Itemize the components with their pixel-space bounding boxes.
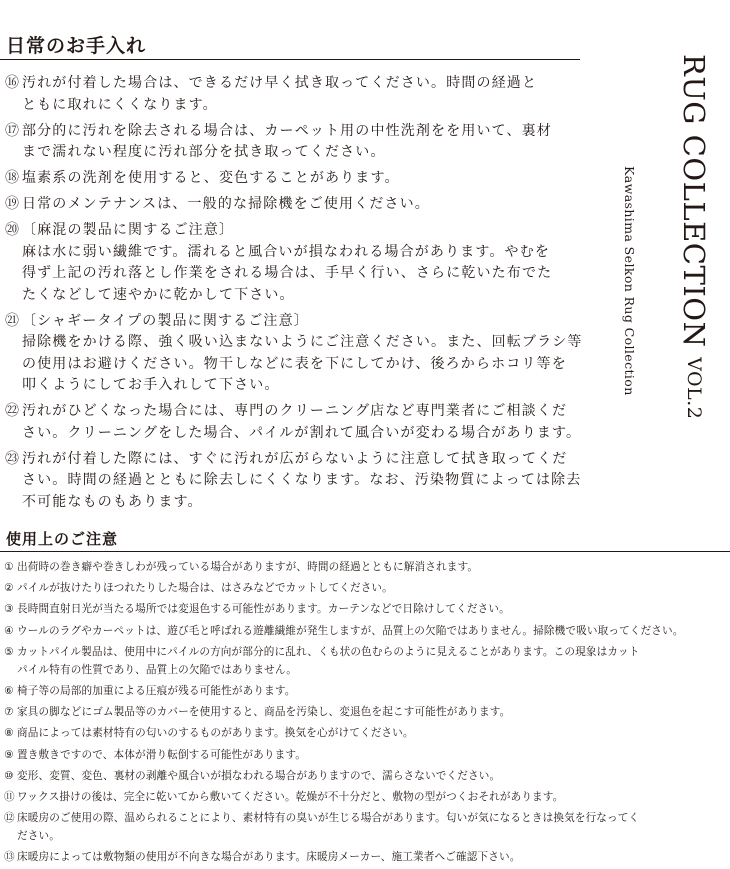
brand-block: [593, 54, 723, 524]
usage-item: [4, 788, 730, 806]
care-item-number: ㉓: [5, 450, 21, 467]
care-item-line: 不可能なものもあります。: [22, 493, 203, 510]
care-item-line: 部分的に汚れを除去される場合は、カーペット用の中性洗剤をを用いて、裏材: [22, 122, 552, 139]
care-item-number: ㉒: [5, 403, 21, 419]
care-heading-text: 日常のお手入れ: [6, 35, 147, 57]
care-item-number: ㉑: [5, 312, 21, 329]
usage-item: [4, 579, 730, 597]
care-item-number: ⑳: [5, 222, 21, 238]
care-item-line: たくなどして速やかに乾かして下さい。: [22, 286, 295, 303]
usage-item-line: 変形、変質、変色、裏材の剥離や風合いが損なわれる場合がありますので、濡らさないでください。: [17, 769, 501, 782]
care-item-line: まで濡れない程度に汚れ部分を拭き取ってください。: [22, 144, 386, 160]
care-item-line: ともに取れにくくなります。: [22, 96, 218, 113]
care-item-line: 叩くようにしてお手入れして下さい。: [22, 377, 280, 393]
care-item-line: さい。時間の経過とともに除去しにくくなります。なお、汚染物質によっては除去: [22, 472, 582, 488]
usage-item-number: ⑦: [4, 706, 14, 719]
care-item: [5, 121, 583, 164]
care-item-line: 汚れがひどくなった場合には、専門のクリーニング店など専門業者にご相談くだ: [22, 403, 568, 419]
care-item: [5, 73, 583, 116]
care-item-line: 汚れが付着した際には、すぐに汚れが広がらないように注意して拭き取ってくだ: [22, 450, 568, 467]
usage-item: [4, 848, 730, 866]
care-item: [5, 449, 583, 514]
usage-item-number: ④: [4, 624, 14, 637]
care-item-line: 麻は水に弱い繊維です。濡れると風合いが損なわれる場合があります。やむを: [22, 243, 551, 260]
usage-item: [4, 767, 730, 785]
usage-item: [4, 558, 730, 576]
usage-list: [4, 558, 730, 869]
usage-item-number: ③: [4, 603, 14, 616]
usage-item-line: 出荷時の巻き癖や巻きしわが残っている場合がありますが、時間の経過とともに解消されます。: [17, 561, 479, 573]
usage-item: [4, 724, 730, 742]
usage-item-line: 商品によっては素材特有の匂いのするものがあります。換気を心がけてください。: [17, 727, 414, 740]
usage-item: [4, 703, 730, 721]
care-item-line: 日常のメンテナンスは、一般的な掃除機をご使用ください。: [22, 196, 430, 212]
usage-item-line: 床暖房によっては敷物類の使用が不向きな場合があります。床暖房メーカー、施工業者へご確認下さい。: [17, 851, 521, 864]
usage-item-number: ②: [4, 582, 14, 595]
usage-item: [4, 809, 730, 845]
usage-item-line: 長時間直射日光が当たる場所では変退色する可能性があります。カーテンなどで日除けしてください。: [17, 603, 510, 616]
care-item: [5, 401, 583, 444]
usage-item-line: 家具の脚などにゴム製品等のカバーを使用すると、商品を汚染し、変退色を起こす可能性があります。: [17, 706, 511, 719]
brand-title-text: RUG COLLECTION: [677, 54, 711, 348]
usage-heading-text: 使用上のご注意: [6, 530, 119, 548]
usage-item-line: ウールのラグやカーペットは、遊び毛と呼ばれる遊離繊維が発生しますが、品質上の欠陥ではありません。掃除機で吸い取ってください。: [17, 624, 684, 637]
care-item-line: 塩素系の洗剤を使用すると、変色することがあります。: [22, 170, 400, 186]
usage-item-line: ワックス掛けの後は、完全に乾いてから敷いてください。乾燥が不十分だと、敷物の型がつくおそれがあります。: [17, 790, 564, 803]
usage-item-number: ⑫: [4, 812, 15, 825]
care-section-heading: [0, 30, 580, 60]
care-item: [5, 168, 583, 190]
care-item-number: ⑱: [5, 170, 21, 186]
usage-item-number: ⑥: [4, 684, 14, 697]
care-item: [5, 311, 583, 397]
brand-subtitle: Kawashima Selkon Rug Collection: [622, 166, 637, 396]
usage-item: [4, 622, 730, 640]
care-item-line: 〔シャギータイプの製品に関するご注意〕: [22, 312, 309, 329]
usage-item: [4, 643, 730, 679]
usage-item-number: ①: [4, 561, 14, 573]
usage-section-heading: [0, 525, 730, 552]
usage-item-line: パイルが抜けたりほつれたりした場合は、はさみなどでカットしてください。: [17, 582, 393, 595]
usage-item-line: パイル特有の性質であり、品質上の欠陥ではありません。: [17, 663, 297, 676]
care-item-number: ⑯: [5, 75, 21, 91]
usage-item-number: ⑤: [4, 645, 14, 658]
care-item: [5, 194, 583, 216]
usage-item-number: ⑬: [4, 851, 15, 864]
brand-title: [677, 54, 711, 419]
usage-item-line: 置き敷きですので、本体が滑り転倒する可能性があります。: [17, 748, 307, 761]
usage-item-number: ⑪: [4, 790, 15, 803]
usage-item-line: 椅子等の局部的加重による圧痕が残る可能性があります。: [17, 684, 296, 697]
usage-item-line: ださい。: [17, 830, 60, 843]
care-item-line: 掃除機をかける際、強く吸い込まないようにご注意ください。また、回転ブラシ等: [22, 334, 583, 350]
usage-item: [4, 746, 730, 764]
care-item-line: さい。クリーニングをした場合、パイルが割れて風合いが変わる場合があります。: [22, 424, 582, 441]
brand-volume: VOL.2: [683, 357, 705, 420]
care-item-line: の使用はお避けください。物干しなどに表を下にしてかけ、後ろからホコリ等を: [22, 355, 567, 372]
care-item: [5, 220, 583, 306]
usage-item-line: カットパイル製品は、使用中にパイルの方向が部分的に乱れ、くも状の色むらのように見えることがあります。この現象はカット: [17, 645, 640, 658]
usage-item-number: ⑧: [4, 727, 14, 740]
care-item-line: 得ず上記の汚れ落とし作業をされる場合は、手早く行い、さらに乾いた布でた: [22, 265, 553, 281]
usage-item-number: ⑩: [4, 769, 14, 782]
usage-item-line: 床暖房のご使用の際、温められることにより、素材特有の臭いが生じる場合があります。匂いが気になるときは換気を行なってく: [17, 812, 640, 825]
care-item-number: ⑰: [5, 122, 21, 139]
care-list: [5, 73, 583, 518]
usage-item: [4, 682, 730, 700]
care-item-line: 〔麻混の製品に関するご注意〕: [22, 222, 235, 238]
usage-item-number: ⑨: [4, 748, 14, 761]
care-item-number: ⑲: [5, 196, 21, 212]
care-item-line: 汚れが付着した場合は、できるだけ早く拭き取ってください。時間の経過と: [22, 75, 538, 91]
usage-item: [4, 600, 730, 618]
